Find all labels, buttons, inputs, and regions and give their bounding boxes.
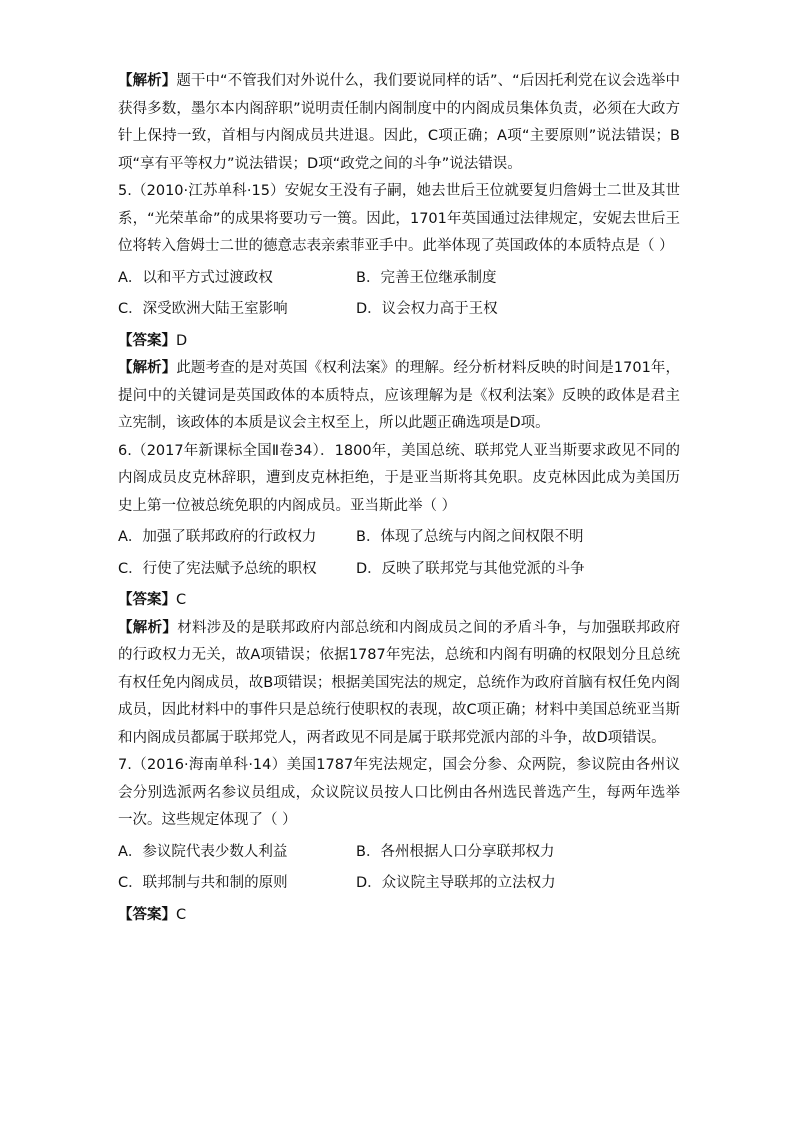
analysis-block xyxy=(118,355,680,438)
option-b: B．体现了总统与内阁之间权限不明 xyxy=(356,529,584,545)
options-grid xyxy=(118,296,680,324)
question-5 xyxy=(118,178,680,324)
options-grid xyxy=(118,265,680,293)
analysis-block xyxy=(118,615,680,753)
analysis-text: 材料涉及的是联邦政府内部总统和内阁成员之间的矛盾斗争，与加强联邦政府的行政权力无关，故A项错误；依据1787年宪法，总统和内阁有明确的权限划分且总统有权任免内阁成员，故B项错误；根据美国宪法的规定，总统作为政府首脑有权任免内阁成员，因此材料中的事件只是总统行使职权的表现，故C项正确；材料中美国总统亚当斯和内阁成员都属于联邦党人，两者政见不同是属于联邦党派内部的斗争，故D项错误。 xyxy=(118,619,681,746)
option-a: A．加强了联邦政府的行政权力 xyxy=(118,529,317,545)
option-c: C．联邦制与共和制的原则 xyxy=(118,875,288,891)
options-grid xyxy=(118,839,680,867)
question-6 xyxy=(118,438,680,584)
analysis-label: 【解析】 xyxy=(118,360,177,376)
options-grid xyxy=(118,870,680,898)
analysis-label: 【解析】 xyxy=(118,73,177,89)
options-grid xyxy=(118,524,680,552)
answer-text: C xyxy=(176,592,187,608)
option-d: D．议会权力高于王权 xyxy=(356,301,498,317)
option-b: B．完善王位继承制度 xyxy=(356,269,497,286)
question-stem: 7.（2016·海南单科·14）美国1787年宪法规定，国会分参、众两院，参议院由各州议会分别选派两名参议员组成，众议院议员按人口比例由各州选民普选产生，每两年选举一次。这些规定体现了（ ） xyxy=(118,757,680,828)
analysis-text: 题干中“不管我们对外说什么，我们要说同样的话”、“后因托利党在议会选举中获得多数，墨尔本内阁辞职”说明责任制内阁制度中的内阁成员集体负责，必须在大政方针上保持一致，首相与内阁成员共进退。因此，C项正确；A项“主要原则”说法错误；B项“享有平等权力”说法错误；D项“政党之间的斗争”说法错误。 xyxy=(118,73,680,172)
question-7 xyxy=(118,752,680,898)
options-grid xyxy=(118,556,680,584)
analysis-text: 此题考查的是对英国《权利法案》的理解。经分析材料反映的时间是1701年，提问中的关键词是英国政体的本质特点，应该理解为是《权利法案》反映的政体是君主立宪制，该政体的本质是议会主权至上，所以此题正确选项是D项。 xyxy=(118,360,680,431)
option-a: A．参议院代表少数人利益 xyxy=(118,843,288,860)
answer-label: 【答案】 xyxy=(118,592,176,608)
analysis-block xyxy=(118,68,680,178)
question-stem: 5.（2010·江苏单科·15）安妮女王没有子嗣，她去世后王位就要复归詹姆士二世及其世系，“光荣革命”的成果将要功亏一篑。因此，1701年英国通过法律规定，安妮去世后王位将转入詹姆士二世的德意志表亲索菲亚手中。此举体现了英国政体的本质特点是（ ） xyxy=(118,183,680,254)
answer-block xyxy=(118,328,680,356)
option-c: C．深受欧洲大陆王室影响 xyxy=(118,301,288,317)
option-c: C．行使了宪法赋予总统的职权 xyxy=(118,560,317,577)
question-stem: 6.（2017年新课标全国Ⅱ卷34）．1800年，美国总统、联邦党人亚当斯要求政见不同的内阁成员皮克林辞职，遭到皮克林拒绝，于是亚当斯将其免职。皮克林因此成为美国历史上第一位被总统免职的内阁成员。亚当斯此举（ ） xyxy=(118,442,680,514)
answer-block xyxy=(118,587,680,615)
option-d: D．众议院主导联邦的立法权力 xyxy=(356,875,556,891)
document-content xyxy=(118,68,680,929)
answer-block xyxy=(118,902,680,930)
analysis-label: 【解析】 xyxy=(118,619,178,636)
option-a: A．以和平方式过渡政权 xyxy=(118,269,273,286)
answer-text: D xyxy=(176,332,188,349)
answer-label: 【答案】 xyxy=(118,906,176,923)
option-d: D．反映了联邦党与其他党派的斗争 xyxy=(356,560,585,577)
answer-label: 【答案】 xyxy=(118,332,176,349)
option-b: B．各州根据人口分享联邦权力 xyxy=(356,843,555,860)
answer-text: C xyxy=(176,906,187,923)
